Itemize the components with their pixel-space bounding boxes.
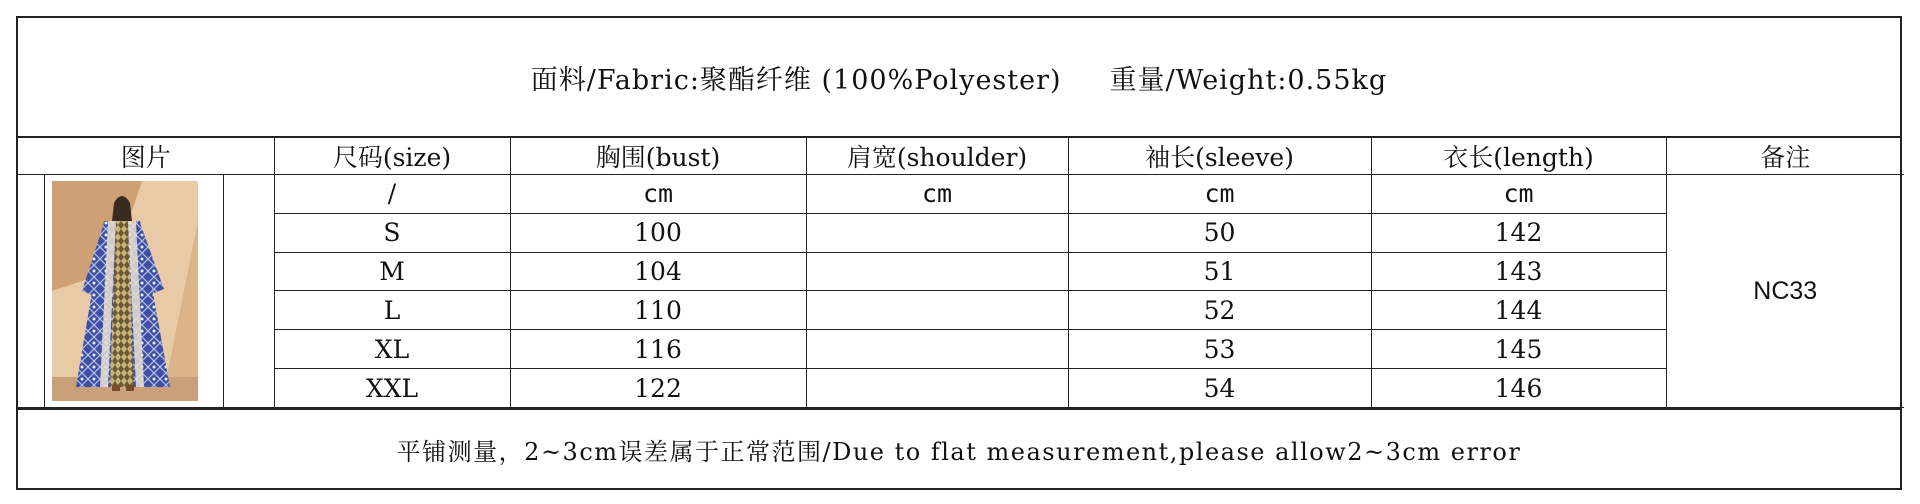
bust-cell: 122 — [510, 369, 806, 408]
header-shoulder: 肩宽(shoulder) — [806, 138, 1068, 175]
sleeve-cell: 50 — [1068, 213, 1371, 252]
shoulder-cell — [806, 369, 1068, 408]
bust-cell: 110 — [510, 291, 806, 330]
weight-label: 重量/Weight:0.55kg — [1109, 64, 1388, 96]
size-table — [18, 138, 1904, 408]
unit-row — [18, 175, 1904, 214]
shoulder-cell — [806, 252, 1068, 291]
length-cell: 143 — [1371, 252, 1666, 291]
size-chart-sheet — [16, 16, 1902, 490]
header-sleeve: 袖长(sleeve) — [1068, 138, 1371, 175]
unit-sleeve: cm — [1068, 175, 1371, 214]
size-cell: L — [274, 291, 510, 330]
shoulder-cell — [806, 330, 1068, 369]
table-header-row — [18, 138, 1904, 175]
sleeve-cell: 52 — [1068, 291, 1371, 330]
length-cell: 145 — [1371, 330, 1666, 369]
size-cell: XL — [274, 330, 510, 369]
fabric-weight-header — [18, 18, 1900, 138]
table-row — [18, 291, 1904, 330]
note-cell: NC33 — [1666, 175, 1904, 408]
table-row — [18, 369, 1904, 408]
header-photo: 图片 — [18, 138, 274, 175]
dress-product-image — [52, 181, 198, 401]
sleeve-cell: 53 — [1068, 330, 1371, 369]
header-size: 尺码(size) — [274, 138, 510, 175]
size-cell: XXL — [274, 369, 510, 408]
bust-cell: 116 — [510, 330, 806, 369]
header-length: 衣长(length) — [1371, 138, 1666, 175]
shoulder-cell — [806, 291, 1068, 330]
unit-size: / — [274, 175, 510, 214]
fabric-label: 面料/Fabric:聚酯纤维 (100%Polyester) — [530, 64, 1062, 96]
shoulder-cell — [806, 213, 1068, 252]
header-note: 备注 — [1666, 138, 1904, 175]
table-row — [18, 330, 1904, 369]
length-cell: 144 — [1371, 291, 1666, 330]
size-cell: S — [274, 213, 510, 252]
header-bust: 胸围(bust) — [510, 138, 806, 175]
bust-cell: 100 — [510, 213, 806, 252]
table-row — [18, 213, 1904, 252]
unit-shoulder: cm — [806, 175, 1068, 214]
table-row — [18, 252, 1904, 291]
unit-length: cm — [1371, 175, 1666, 214]
sleeve-cell: 54 — [1068, 369, 1371, 408]
length-cell: 142 — [1371, 213, 1666, 252]
photo-cell — [18, 175, 274, 408]
size-cell: M — [274, 252, 510, 291]
bust-cell: 104 — [510, 252, 806, 291]
length-cell: 146 — [1371, 369, 1666, 408]
measurement-footnote: 平铺测量，2~3cm误差属于正常范围/Due to flat measurement,please allow2~3cm error — [18, 408, 1900, 488]
unit-bust: cm — [510, 175, 806, 214]
sleeve-cell: 51 — [1068, 252, 1371, 291]
